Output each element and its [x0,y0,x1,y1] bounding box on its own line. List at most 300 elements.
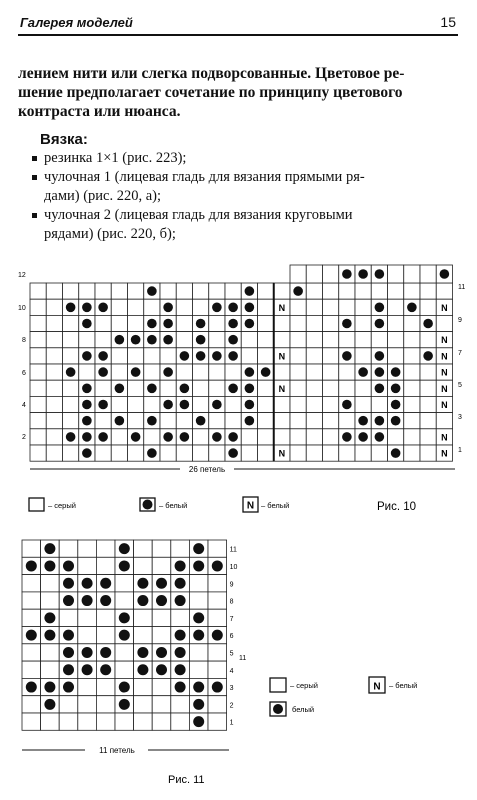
chart-dot [98,303,108,313]
chart-dot [293,286,303,296]
chart-cell [323,332,339,348]
chart-dot [26,630,37,641]
chart-dot [342,432,352,442]
chart-cell [323,445,339,461]
chart-cell [41,575,60,592]
chart-dot [342,351,352,361]
knitting-item-line: резинка 1×1 (рис. 223); [44,150,187,166]
chart-n-symbol: N [441,302,448,313]
chart-dot [228,432,238,442]
chart-cell [134,678,153,695]
chart-dot [82,448,92,458]
chart-cell [323,380,339,396]
chart-dot [163,400,173,410]
chart-dot [82,432,92,442]
chart-dot [196,335,206,345]
fig11-row-label: 7 [229,615,234,623]
chart-cell [323,364,339,380]
chart-cell [290,445,306,461]
chart-cell [46,332,62,348]
chart-cell [134,609,153,626]
chart-cell [404,265,420,283]
chart-dot [44,630,55,641]
chart-dot [119,560,130,571]
chart-dot [63,595,74,606]
chart-cell [388,265,404,283]
chart-dot [358,367,368,377]
chart-cell [420,364,436,380]
chart-cell [95,380,111,396]
chart-cell [128,299,144,315]
chart-dot [180,384,190,394]
chart-n-symbol: N [441,400,448,410]
chart-cell [388,315,404,331]
chart-cell [306,445,322,461]
chart-cell [115,661,134,678]
chart-cell [306,265,322,283]
chart-cell [22,609,41,626]
fig10-row-label: 5 [458,382,462,389]
chart-dot [212,351,222,361]
chart-cell [193,299,209,315]
chart-dot [44,682,55,693]
chart-cell [134,557,153,574]
chart-cell [258,380,274,396]
chart-cell [404,283,420,299]
chart-cell [388,429,404,445]
chart-cell [63,396,79,412]
chart-cell [111,445,127,461]
chart-dot [245,319,255,329]
chart-cell [225,396,241,412]
legend-n-symbol: N [373,681,381,693]
chart-cell [22,575,41,592]
chart-cell [209,445,225,461]
chart-dot [82,664,93,675]
chart-cell [355,283,371,299]
chart-dot [375,416,385,426]
chart-cell [404,445,420,461]
chart-dot [82,351,92,361]
chart-cell [420,413,436,429]
chart-n-symbol: N [441,351,448,362]
chart-cell [30,348,46,364]
chart-dot [391,416,401,426]
chart-dot [44,560,55,571]
fig11-row-label: 8 [229,598,234,606]
legend-grey-label: – серый [48,501,76,510]
chart-cell [46,380,62,396]
chart-cell [355,380,371,396]
chart-dot [440,269,450,279]
chart-cell [111,364,127,380]
chart-dot [228,351,238,361]
chart-cell [111,299,127,315]
fig11-row-label: 9 [229,581,234,589]
chart-cell [193,396,209,412]
chart-cell [436,413,452,429]
chart-dot [44,699,55,710]
chart-dot [82,303,92,313]
chart-cell [63,283,79,299]
chart-cell [371,445,387,461]
chart-cell [404,315,420,331]
chart-dot [119,612,130,623]
chart-dot [212,303,222,313]
chart-dot [119,682,130,693]
chart-cell [339,332,355,348]
chart-cell [111,429,127,445]
chart-cell [96,713,115,730]
chart-cell [152,678,171,695]
chart-cell [96,627,115,644]
chart-dot [26,682,37,693]
chart-cell [290,364,306,380]
chart-cell [115,713,134,730]
chart-dot [423,319,433,329]
chart-cell [420,396,436,412]
chart-cell [290,265,306,283]
chart-cell [208,644,227,661]
chart-dot [180,351,190,361]
chart-dot [156,578,167,589]
chart-dot [44,612,55,623]
chart-cell [30,396,46,412]
fig10-caption: Рис. 10 [377,501,417,513]
chart-cell [152,627,171,644]
chart-dot [100,664,111,675]
chart-cell [306,413,322,429]
chart-cell [171,713,190,730]
chart-cell [290,348,306,364]
chart-dot [82,647,93,658]
chart-cell [241,332,257,348]
chart-cell [46,396,62,412]
chart-cell [115,644,134,661]
chart-cell [189,644,208,661]
chart-dot [63,630,74,641]
chart-dot [82,416,92,426]
chart-dot [98,432,108,442]
chart-cell [274,332,290,348]
chart-cell [404,396,420,412]
chart-dot [147,335,157,345]
fig11-row-label: 10 [229,563,238,571]
chart-cell [22,661,41,678]
chart-dot [82,595,93,606]
fig11-row-label: 5 [229,650,234,658]
chart-cell [79,332,95,348]
chart-dot [196,319,206,329]
chart-cell [95,413,111,429]
knitting-heading: Вязка: [40,131,88,148]
chart-dot [358,416,368,426]
chart-cell [339,413,355,429]
chart-cell [41,592,60,609]
chart-cell [323,299,339,315]
chart-cell [111,396,127,412]
chart-cell [144,348,160,364]
chart-dot [63,664,74,675]
fig11-row-label: 4 [229,667,234,675]
chart-cell [208,592,227,609]
chart-dot [228,448,238,458]
chart-cell [258,283,274,299]
legend-dot-label: – белый [159,501,188,510]
chart-cell [96,696,115,713]
chart-cell [306,429,322,445]
chart-dot [156,664,167,675]
chart-cell [404,364,420,380]
fig11-extra-label: 11 [239,655,247,662]
chart-cell [30,380,46,396]
chart-dot [375,384,385,394]
chart-cell [339,380,355,396]
chart-dot [119,543,130,554]
chart-cell [388,348,404,364]
chart-cell [96,609,115,626]
chart-cell [152,540,171,557]
fig10-row-label: 3 [458,414,462,421]
chart-dot [391,448,401,458]
chart-cell [225,364,241,380]
chart-cell [176,315,192,331]
chart-cell [306,315,322,331]
chart-cell [95,332,111,348]
legend-grey-swatch [29,498,44,511]
chart-cell [258,396,274,412]
chart-dot [119,630,130,641]
chart-cell [134,540,153,557]
chart-dot [63,578,74,589]
chart-cell [355,445,371,461]
chart-n-symbol: N [441,432,448,443]
fig11-row-label: 2 [229,702,234,710]
chart-cell [30,315,46,331]
chart-cell [59,696,78,713]
chart-dot [26,560,37,571]
chart-dot [245,416,255,426]
chart-cell [144,429,160,445]
legend-grey-swatch [270,678,286,692]
chart-dot [163,303,173,313]
chart-cell [134,627,153,644]
chart-cell [208,713,227,730]
chart-dot [358,432,368,442]
chart-cell [306,332,322,348]
fig10-row-label: 8 [22,337,26,344]
chart-cell [22,644,41,661]
knitting-item-line: дами) (рис. 220, а); [44,188,162,204]
chart-dot [156,595,167,606]
chart-cell [22,540,41,557]
fig10-row-label: 2 [22,434,26,441]
chart-cell [404,429,420,445]
chart-dot [175,560,186,571]
chart-dot [193,543,204,554]
chart-cell [22,696,41,713]
chart-cell [79,283,95,299]
chart-cell [176,332,192,348]
chart-cell [160,283,176,299]
chart-dot [375,351,385,361]
chart-cell [152,609,171,626]
chart-dot [131,335,141,345]
chart-cell [355,315,371,331]
chart-dot [147,319,157,329]
chart-dot [163,432,173,442]
chart-cell [258,348,274,364]
chart-cell [30,445,46,461]
chart-cell [128,283,144,299]
chart-cell [176,299,192,315]
chart-dot [193,716,204,727]
chart-dot [196,351,206,361]
chart-dot [115,335,125,345]
chart-dot [228,319,238,329]
chart-n-symbol: N [441,367,448,378]
chart-cell [152,696,171,713]
chart-cell [128,315,144,331]
header-title: Галерея моделей [20,15,133,30]
chart-cell [115,592,134,609]
chart-dot [193,699,204,710]
chart-cell [420,283,436,299]
chart-cell [241,348,257,364]
chart-cell [323,429,339,445]
fig10-row-label: 4 [22,402,26,409]
chart-dot [147,384,157,394]
paragraph-line: контраста или нюанса. [18,103,181,120]
chart-dot [66,367,76,377]
chart-dot [98,400,108,410]
chart-cell [323,348,339,364]
chart-cell [46,445,62,461]
chart-cell [193,429,209,445]
chart-dot [391,400,401,410]
chart-cell [323,396,339,412]
chart-cell [59,540,78,557]
chart-cell [258,429,274,445]
chart-cell [274,315,290,331]
fig11-chart-grid [22,540,227,730]
chart-cell [160,380,176,396]
chart-cell [388,332,404,348]
chart-cell [420,265,436,283]
chart-cell [323,283,339,299]
chart-dot [115,384,125,394]
chart-cell [189,661,208,678]
chart-cell [160,413,176,429]
chart-cell [258,332,274,348]
chart-dot [137,595,148,606]
chart-dot [100,578,111,589]
chart-dot [100,647,111,658]
chart-dot [175,664,186,675]
legend-n-symbol: N [246,500,255,512]
chart-cell [290,396,306,412]
chart-cell [209,283,225,299]
chart-cell [144,364,160,380]
chart-cell [355,299,371,315]
chart-dot [423,351,433,361]
chart-cell [128,380,144,396]
paragraph-line: шение предполагает сочетание по принципу цветового [18,84,403,101]
chart-cell [258,299,274,315]
chart-cell [63,413,79,429]
chart-cell [420,445,436,461]
chart-cell [171,540,190,557]
chart-dot [245,367,255,377]
chart-cell [193,445,209,461]
chart-dot [375,303,385,313]
chart-dot [119,699,130,710]
chart-cell [290,413,306,429]
chart-cell [111,315,127,331]
chart-dot [147,448,157,458]
chart-cell [436,283,452,299]
chart-cell [46,299,62,315]
chart-cell [30,364,46,380]
chart-dot [156,647,167,658]
chart-dot [358,269,368,279]
chart-cell [46,364,62,380]
chart-cell [63,348,79,364]
chart-cell [22,592,41,609]
chart-cell [420,429,436,445]
chart-cell [290,429,306,445]
chart-cell [63,332,79,348]
knitting-item-line: рядами) (рис. 220, б); [44,226,176,242]
chart-dot [212,630,223,641]
chart-cell [160,348,176,364]
chart-n-symbol: N [278,302,286,313]
fig11-caption: Рис. 11 [168,774,205,786]
chart-cell [176,283,192,299]
page-number: 15 [440,14,456,30]
chart-cell [115,575,134,592]
chart-cell [128,413,144,429]
chart-cell [63,380,79,396]
chart-n-symbol: N [278,351,286,362]
chart-dot [63,682,74,693]
chart-dot [342,319,352,329]
fig10-chart-grid [30,265,453,461]
chart-cell [274,429,290,445]
legend-dot-icon [143,500,153,510]
chart-cell [59,713,78,730]
chart-dot [342,269,352,279]
chart-cell [152,713,171,730]
fig10-row-label: 1 [458,447,462,454]
paragraph-line: лением нити или слегка подворсованные. Цветовое ре- [18,65,405,82]
chart-dot [375,269,385,279]
chart-cell [209,315,225,331]
fig10-row-label: 6 [22,370,26,377]
chart-cell [30,429,46,445]
chart-dot [147,286,157,296]
chart-cell [436,315,452,331]
chart-cell [339,283,355,299]
chart-dot [115,416,125,426]
chart-dot [193,630,204,641]
chart-cell [189,575,208,592]
chart-dot [137,664,148,675]
chart-dot [44,543,55,554]
legend-n-label: – белый [261,501,290,510]
chart-dot [407,303,417,313]
chart-cell [209,364,225,380]
